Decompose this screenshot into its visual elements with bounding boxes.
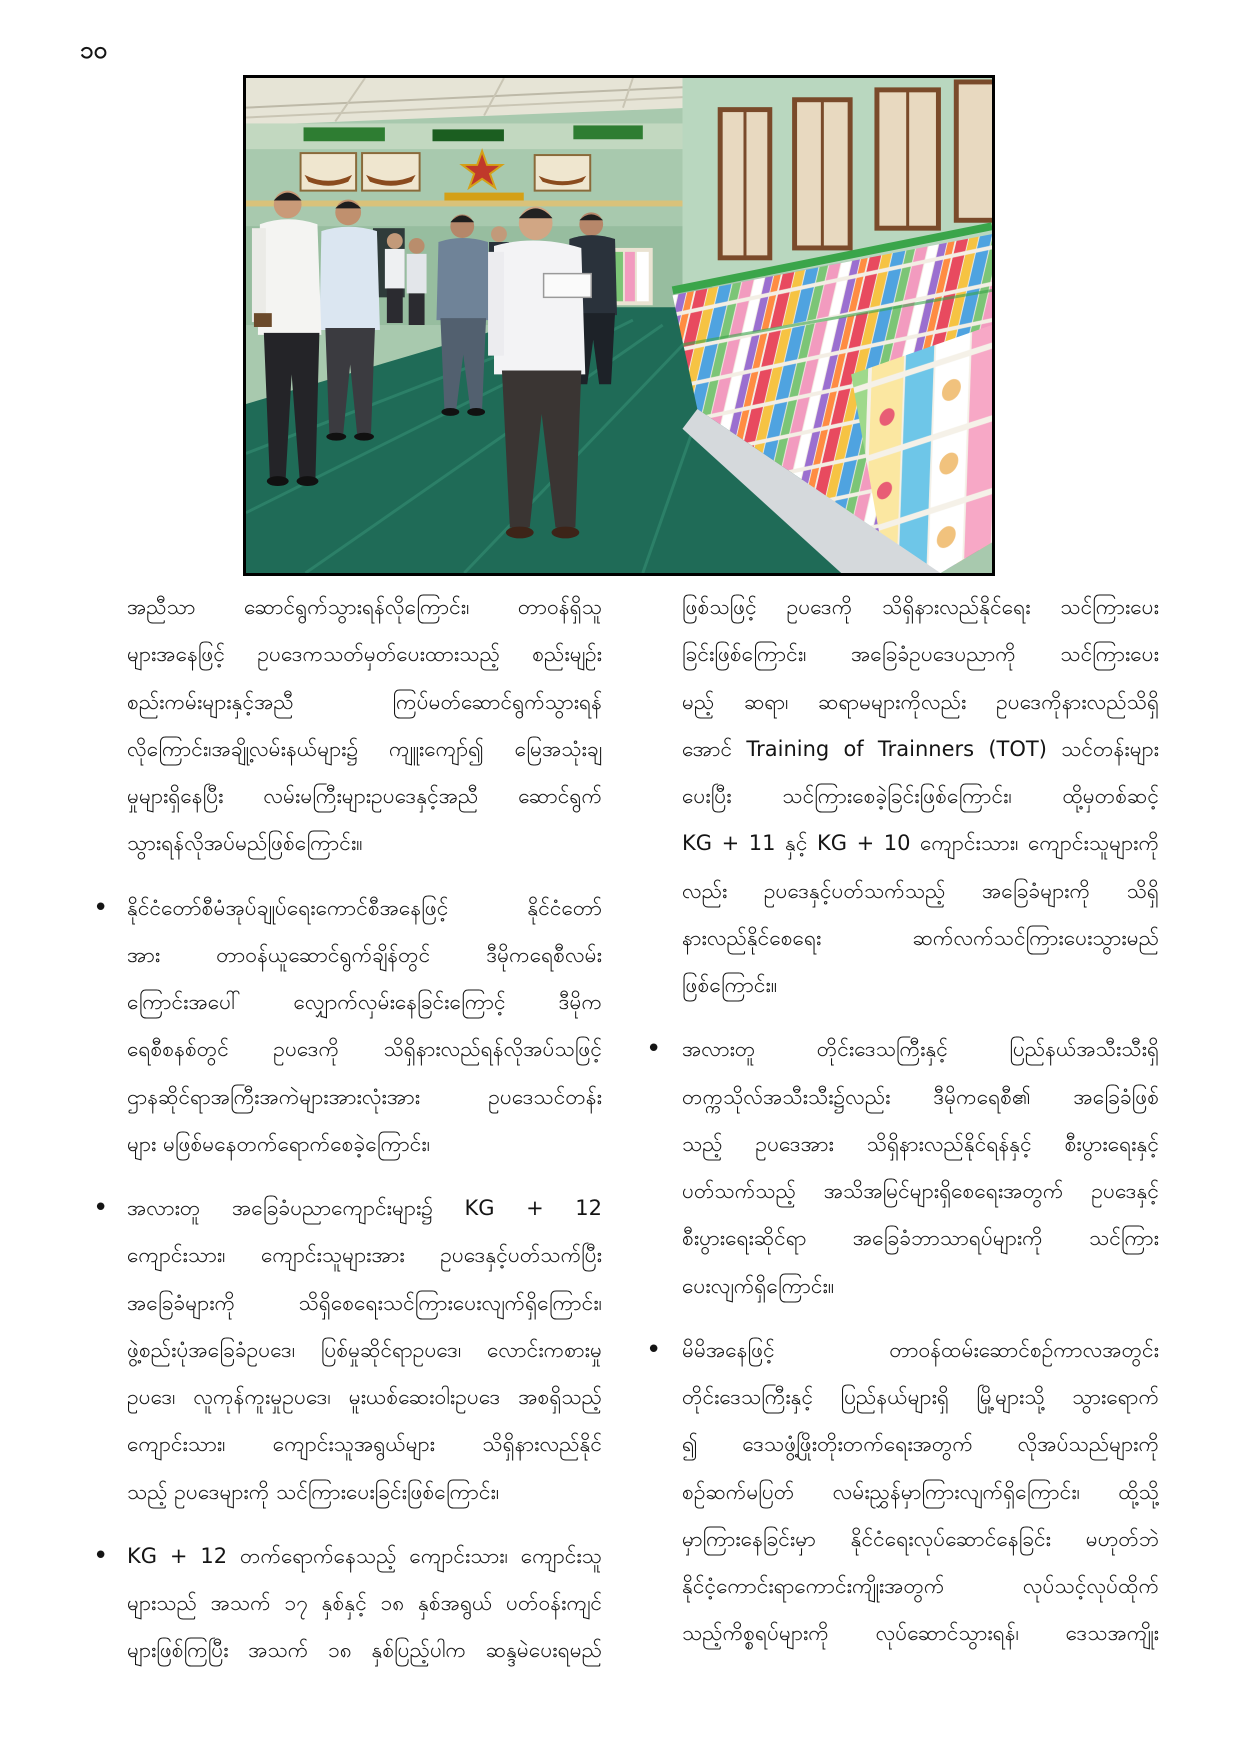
text-line: နိုင်ငံ့ကောင်းရာကောင်းကျိုးအတွက် လုပ်သင့်လုပ်ထိုက်: [682, 1574, 1159, 1598]
text-line: အလားတူ တိုင်းဒေသကြီးနှင့် ပြည်နယ်အသီးသီးရှိ: [682, 1037, 1159, 1062]
text-line: ခြင်းဖြစ်ကြောင်း၊ အခြေခံဥပဒေပညာကို သင်ကြားပေး: [682, 642, 1159, 667]
bullet-paragraph: [93, 885, 602, 1169]
text-line: ပေးပြီး သင်ကြားစေခဲ့ခြင်းဖြစ်ကြောင်း၊ ထို့မှတစ်ဆင့်: [682, 784, 1159, 808]
text-line: ကြောင်းအပေါ် လျှောက်လှမ်းနေခြင်းကြောင့် ဒီမိုက: [127, 990, 602, 1014]
text-line: မှုများရှိနေပြီး လမ်းမကြီးများဥပဒေနှင့်အညီ ဆောင်ရွက်: [127, 784, 602, 808]
news-photo: [243, 75, 995, 576]
text-line: ၍ ဒေသဖွံ့ဖြိုးတိုးတက်ရေးအတွက် လိုအပ်သည်များကို: [682, 1432, 1159, 1457]
paragraph: [682, 584, 1159, 1009]
bullet-icon: •: [646, 1034, 662, 1065]
text-line: သည့်ကိစ္စရပ်များကို လုပ်ဆောင်သွားရန်၊ ဒေသအကျိုး: [682, 1621, 1159, 1646]
text-line: တိုင်းဒေသကြီးနှင့် ပြည်နယ်များရှိ မြို့များသို့ သွားရောက်: [682, 1385, 1159, 1409]
text-line: များဖြစ်ကြပြီး အသက် ၁၈ နှစ်ပြည့်ပါက ဆန္ဒမဲပေးရမည်: [127, 1638, 602, 1663]
text-line: သည့် ဥပဒေအား သိရှိနားလည်နိုင်ရန်နှင့် စီးပွားရေးနှင့်: [682, 1131, 1159, 1156]
left-column: [93, 584, 602, 1675]
text-line: များ မဖြစ်မနေတက်ရောက်စေခဲ့ကြောင်း၊: [127, 1131, 431, 1156]
text-line: KG + 12 တက်ရောက်နေသည့် ကျောင်းသား၊ ကျောင်းသူ: [127, 1543, 602, 1568]
boat-mural: [535, 155, 591, 191]
text-line: ဖြစ်ကြောင်း။: [682, 973, 778, 997]
text-line: များအနေဖြင့် ဥပဒေကသတ်မှတ်ပေးထားသည့် စည်းမျဉ်း: [127, 642, 602, 667]
text-line: အား တာဝန်ယူဆောင်ရွက်ချိန်တွင် ဒီမိုကရေစီလမ်း: [127, 942, 602, 967]
text-line: အလားတူ အခြေခံပညာကျောင်းများ၌ KG + 12: [127, 1196, 602, 1220]
text-line: စီးပွားရေးဆိုင်ရာ အခြေခံဘာသာရပ်များကို သင်ကြား: [682, 1226, 1159, 1251]
text-line: အညီသာ ဆောင်ရွက်သွားရန်လိုကြောင်း၊ တာဝန်ရှိသူ: [127, 595, 602, 619]
bullet-paragraph: [93, 1533, 602, 1675]
text-line: သွားရန်လိုအပ်မည်ဖြစ်ကြောင်း။: [127, 831, 363, 856]
text-line: ဖြစ်သဖြင့် ဥပဒေကို သိရှိနားလည်နိုင်ရေး သင်ကြားပေး: [682, 595, 1159, 619]
bullet-icon: •: [646, 1334, 662, 1365]
text-line: ဖွဲ့စည်းပုံအခြေခံဥပဒေ၊ ပြစ်မှုဆိုင်ရာဥပဒေ၊ လောင်းကစားမှု: [127, 1337, 602, 1362]
text-line: ဌာနဆိုင်ရာအကြီးအကဲများအားလုံးအား ဥပဒေသင်တန်း: [127, 1084, 602, 1109]
right-column: [646, 584, 1159, 1658]
text-line: စဉ်ဆက်မပြတ် လမ်းညွှန်မှာကြားလျက်ရှိကြောင်း၊ ထို့သို့: [682, 1479, 1159, 1504]
boat-mural: [301, 153, 357, 191]
text-line: မိမိအနေဖြင့် တာဝန်ထမ်းဆောင်စဉ်ကာလအတွင်း: [682, 1337, 1159, 1362]
bullet-paragraph: [646, 1327, 1159, 1658]
wall-sign: [304, 127, 385, 141]
text-line: အောင် Training of Trainners (TOT) သင်တန်းများ: [682, 736, 1159, 761]
text-line: မည့် ဆရာ၊ ဆရာမများကိုလည်း ဥပဒေကိုနားလည်သိရှိ: [682, 689, 1159, 714]
boat-mural: [362, 153, 420, 191]
text-line: တက္ကသိုလ်အသီးသီး၌လည်း ဒီမိုကရေစီ၏ အခြေခံဖြစ်: [682, 1084, 1159, 1109]
text-line: လိုကြောင်း၊အချို့လမ်းနယ်များ၌ ကျူးကျော်၍ မြေအသုံးချ: [127, 736, 602, 761]
text-line: များသည် အသက် ၁၇ နှစ်နှင့် ၁၈ နှစ်အရွယ် ပတ်ဝန်းကျင်: [127, 1591, 602, 1615]
text-line: နားလည်နိုင်စေရေး ဆက်လက်သင်ကြားပေးသွားမည်: [682, 925, 1159, 950]
text-line: KG + 11 နှင့် KG + 10 ကျောင်းသား၊ ကျောင်းသူများကို: [682, 831, 1159, 856]
text-line: ပေးလျက်ရှိကြောင်း။: [682, 1273, 835, 1298]
text-line: စည်းကမ်းများနှင့်အညီ ကြပ်မတ်ဆောင်ရွက်သွားရန်: [127, 689, 602, 714]
bullet-paragraph: [646, 1026, 1159, 1310]
bullet-icon: •: [93, 1540, 109, 1571]
text-line: လည်း ဥပဒေနှင့်ပတ်သက်သည့် အခြေခံများကို သိရှိ: [682, 878, 1159, 903]
text-line: ပတ်သက်သည့် အသိအမြင်များရှိစေရေးအတွက် ဥပဒေနှင့်: [682, 1179, 1159, 1203]
bullet-paragraph: [93, 1185, 602, 1516]
text-line: ကျောင်းသား၊ ကျောင်းသူအရွယ်များ သိရှိနားလည်နိုင်: [127, 1432, 602, 1457]
photo-illustration: [246, 78, 992, 573]
text-line: မှာကြားနေခြင်းမှာ နိုင်ငံရေးလုပ်ဆောင်နေခြင်း မဟုတ်ဘဲ: [682, 1526, 1159, 1551]
open-book: [544, 274, 592, 298]
text-line: သည့် ဥပဒေများကို သင်ကြားပေးခြင်းဖြစ်ကြောင်း၊: [127, 1479, 500, 1504]
wall-sign: [433, 129, 504, 141]
text-line: နိုင်ငံတော်စီမံအုပ်ချုပ်ရေးကောင်စီအနေဖြင့် နိုင်ငံတော်: [127, 895, 602, 920]
bullet-icon: •: [93, 892, 109, 923]
text-line: ရေစီစနစ်တွင် ဥပဒေကို သိရှိနားလည်ရန်လိုအပ်သဖြင့်: [127, 1037, 602, 1062]
text-line: အခြေခံများကို သိရှိစေရေးသင်ကြားပေးလျက်ရှိကြောင်း၊: [127, 1290, 602, 1315]
text-line: ကျောင်းသား၊ ကျောင်းသူများအား ဥပဒေနှင့်ပတ်သက်ပြီး: [127, 1243, 602, 1268]
bullet-icon: •: [93, 1193, 109, 1223]
page-number: ၁၀: [80, 36, 107, 64]
paragraph: [127, 584, 602, 868]
wall-sign: [573, 125, 642, 139]
text-line: ဥပဒေ၊ လူကုန်ကူးမှုဥပဒေ၊ မူးယစ်ဆေးဝါးဥပဒေ အစရှိသည့်: [127, 1385, 602, 1409]
